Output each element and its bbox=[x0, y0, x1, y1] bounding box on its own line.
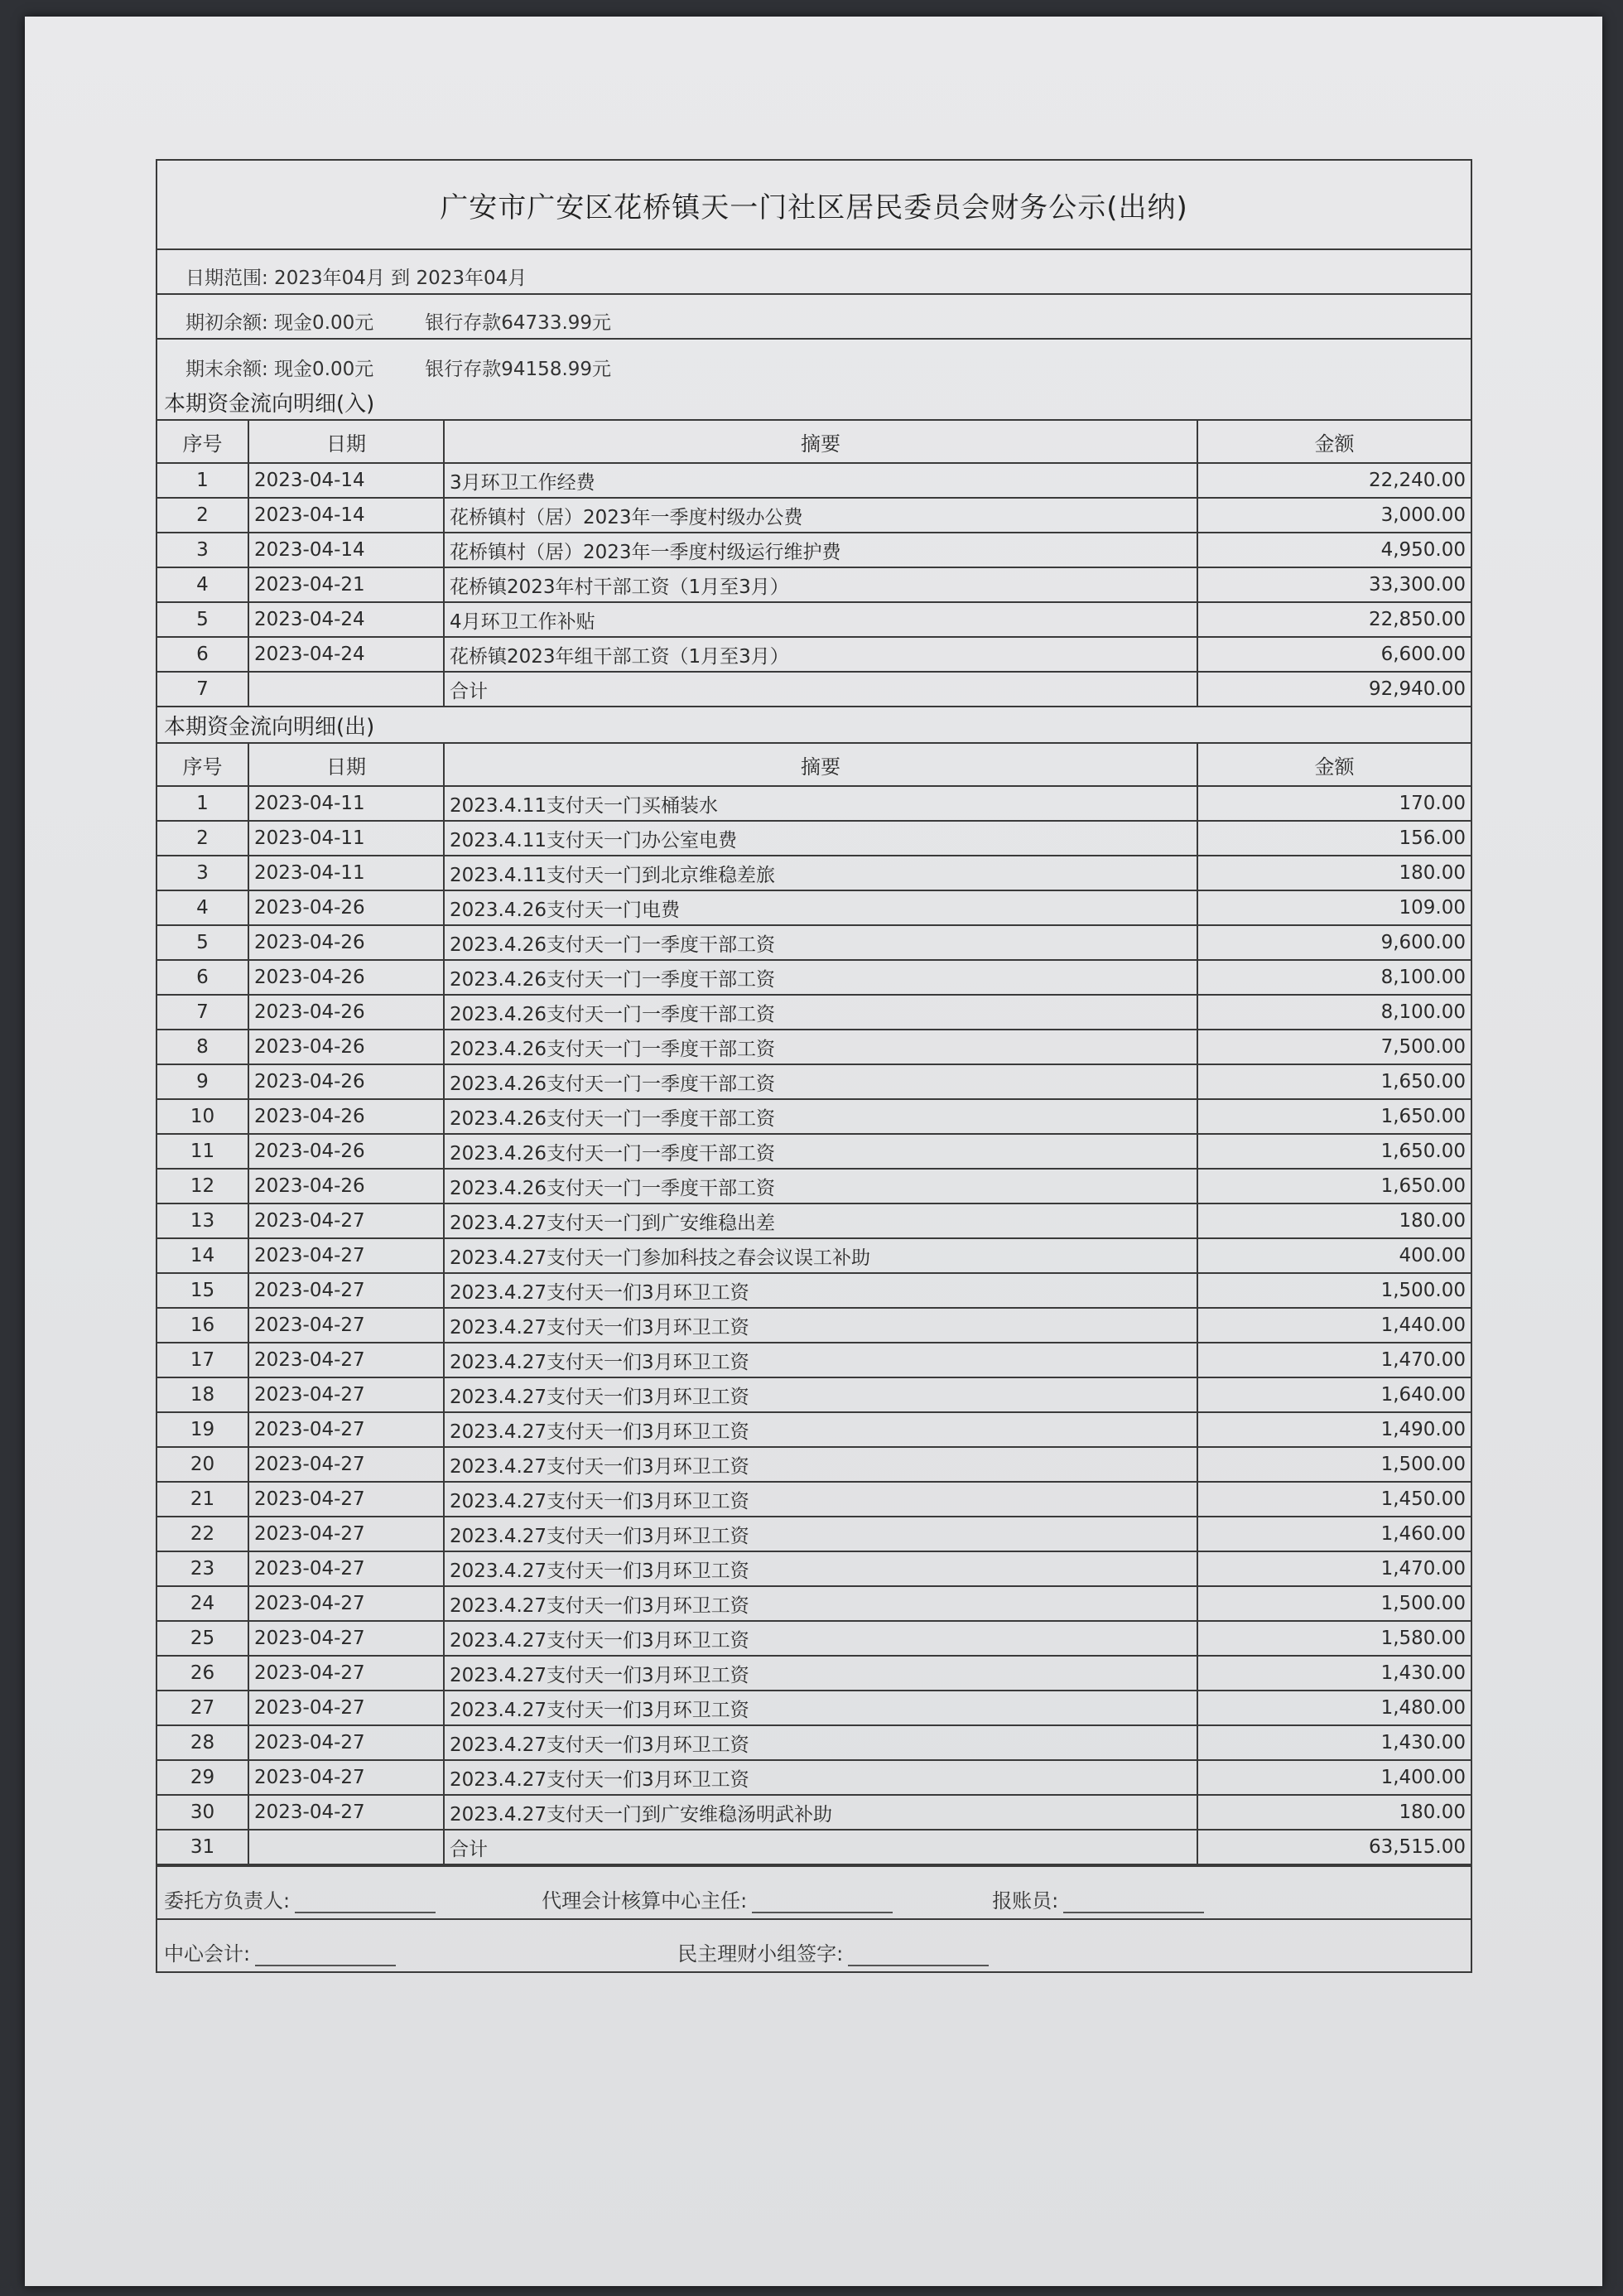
row-no: 16 bbox=[157, 1308, 248, 1343]
row-date: 2023-04-26 bbox=[248, 925, 444, 960]
row-date: 2023-04-26 bbox=[248, 1064, 444, 1099]
row-date: 2023-04-14 bbox=[248, 533, 444, 567]
col-no-header: 序号 bbox=[157, 421, 248, 463]
row-date: 2023-04-27 bbox=[248, 1203, 444, 1238]
row-amount: 170.00 bbox=[1197, 786, 1471, 821]
table-row bbox=[157, 1203, 1471, 1238]
row-desc: 2023.4.27支付天一们3月环卫工资 bbox=[444, 1551, 1197, 1586]
closing-bank: 银行存款94158.99元 bbox=[425, 359, 612, 380]
row-no: 19 bbox=[157, 1412, 248, 1447]
paper-sheet bbox=[25, 17, 1602, 2286]
row-desc: 4月环卫工作补贴 bbox=[444, 602, 1197, 637]
opening-bank: 银行存款64733.99元 bbox=[425, 312, 612, 334]
report-title: 广安市广安区花桥镇天一门社区居民委员会财务公示(出纳) bbox=[157, 161, 1471, 250]
row-date: 2023-04-27 bbox=[248, 1447, 444, 1482]
table-row bbox=[157, 1030, 1471, 1064]
table-row bbox=[157, 637, 1471, 672]
table-row bbox=[157, 1064, 1471, 1099]
row-no: 31 bbox=[157, 1830, 248, 1864]
row-amount: 6,600.00 bbox=[1197, 637, 1471, 672]
accountant-sign-line bbox=[255, 1946, 396, 1966]
table-row bbox=[157, 1830, 1471, 1864]
row-date: 2023-04-27 bbox=[248, 1691, 444, 1725]
row-no: 3 bbox=[157, 856, 248, 890]
row-date: 2023-04-27 bbox=[248, 1725, 444, 1760]
table-row bbox=[157, 1621, 1471, 1656]
row-date: 2023-04-27 bbox=[248, 1656, 444, 1691]
row-date: 2023-04-27 bbox=[248, 1273, 444, 1308]
row-date: 2023-04-11 bbox=[248, 856, 444, 890]
row-date: 2023-04-27 bbox=[248, 1412, 444, 1447]
row-amount: 8,100.00 bbox=[1197, 995, 1471, 1030]
row-date: 2023-04-26 bbox=[248, 1030, 444, 1064]
table-row bbox=[157, 498, 1471, 533]
table-row bbox=[157, 1656, 1471, 1691]
principal-sign-line bbox=[295, 1893, 436, 1913]
date-range-row bbox=[157, 250, 1471, 295]
col-date-header: 日期 bbox=[248, 744, 444, 786]
row-desc: 2023.4.26支付天一门一季度干部工资 bbox=[444, 1099, 1197, 1134]
row-amount: 1,450.00 bbox=[1197, 1482, 1471, 1517]
row-no: 3 bbox=[157, 533, 248, 567]
row-desc: 合计 bbox=[444, 672, 1197, 707]
row-no: 15 bbox=[157, 1273, 248, 1308]
row-desc: 2023.4.27支付天一门到广安维稳出差 bbox=[444, 1203, 1197, 1238]
row-date: 2023-04-27 bbox=[248, 1586, 444, 1621]
row-desc: 2023.4.26支付天一门一季度干部工资 bbox=[444, 1064, 1197, 1099]
row-desc: 2023.4.11支付天一门办公室电费 bbox=[444, 821, 1197, 856]
row-no: 30 bbox=[157, 1795, 248, 1830]
row-desc: 2023.4.26支付天一门一季度干部工资 bbox=[444, 925, 1197, 960]
row-date: 2023-04-27 bbox=[248, 1238, 444, 1273]
row-amount: 1,650.00 bbox=[1197, 1099, 1471, 1134]
row-date: 2023-04-11 bbox=[248, 821, 444, 856]
row-desc: 2023.4.27支付天一们3月环卫工资 bbox=[444, 1621, 1197, 1656]
row-no: 6 bbox=[157, 960, 248, 995]
row-amount: 1,500.00 bbox=[1197, 1447, 1471, 1482]
row-date bbox=[248, 672, 444, 707]
row-desc: 2023.4.27支付天一们3月环卫工资 bbox=[444, 1308, 1197, 1343]
row-no: 5 bbox=[157, 925, 248, 960]
row-no: 6 bbox=[157, 637, 248, 672]
row-no: 24 bbox=[157, 1586, 248, 1621]
row-amount: 1,430.00 bbox=[1197, 1656, 1471, 1691]
row-desc: 2023.4.27支付天一门到广安维稳汤明武补助 bbox=[444, 1795, 1197, 1830]
row-date: 2023-04-27 bbox=[248, 1482, 444, 1517]
row-amount: 180.00 bbox=[1197, 1795, 1471, 1830]
reporter-sign-line bbox=[1063, 1893, 1204, 1913]
table-row bbox=[157, 1725, 1471, 1760]
row-no: 2 bbox=[157, 821, 248, 856]
group-sign-line bbox=[848, 1946, 989, 1966]
row-date: 2023-04-26 bbox=[248, 1099, 444, 1134]
table-row bbox=[157, 1377, 1471, 1412]
row-desc: 2023.4.27支付天一们3月环卫工资 bbox=[444, 1412, 1197, 1447]
row-amount: 1,650.00 bbox=[1197, 1169, 1471, 1203]
expense-table bbox=[157, 744, 1471, 1865]
row-desc: 2023.4.27支付天一们3月环卫工资 bbox=[444, 1760, 1197, 1795]
row-desc: 2023.4.11支付天一门买桶装水 bbox=[444, 786, 1197, 821]
row-amount: 180.00 bbox=[1197, 856, 1471, 890]
row-amount: 22,240.00 bbox=[1197, 463, 1471, 498]
table-row bbox=[157, 960, 1471, 995]
row-desc: 2023.4.27支付天一们3月环卫工资 bbox=[444, 1273, 1197, 1308]
income-section-title: 本期资金流向明细(入) bbox=[157, 384, 1471, 421]
row-amount: 3,000.00 bbox=[1197, 498, 1471, 533]
row-amount: 63,515.00 bbox=[1197, 1830, 1471, 1864]
table-row bbox=[157, 533, 1471, 567]
row-amount: 1,640.00 bbox=[1197, 1377, 1471, 1412]
row-desc: 2023.4.27支付天一们3月环卫工资 bbox=[444, 1482, 1197, 1517]
principal-label: 委托方负责人: bbox=[164, 1889, 291, 1913]
row-date: 2023-04-11 bbox=[248, 786, 444, 821]
row-amount: 9,600.00 bbox=[1197, 925, 1471, 960]
group-sign-label: 民主理财小组签字: bbox=[677, 1942, 844, 1966]
row-date: 2023-04-26 bbox=[248, 890, 444, 925]
row-desc: 2023.4.26支付天一门一季度干部工资 bbox=[444, 1169, 1197, 1203]
income-header-row bbox=[157, 421, 1471, 463]
expense-header-row bbox=[157, 744, 1471, 786]
col-desc-header: 摘要 bbox=[444, 421, 1197, 463]
row-date: 2023-04-27 bbox=[248, 1377, 444, 1412]
row-no: 10 bbox=[157, 1099, 248, 1134]
row-date: 2023-04-26 bbox=[248, 995, 444, 1030]
table-row bbox=[157, 995, 1471, 1030]
row-date: 2023-04-26 bbox=[248, 960, 444, 995]
table-row bbox=[157, 856, 1471, 890]
row-amount: 1,650.00 bbox=[1197, 1064, 1471, 1099]
row-desc: 2023.4.26支付天一门一季度干部工资 bbox=[444, 995, 1197, 1030]
table-row bbox=[157, 821, 1471, 856]
row-no: 27 bbox=[157, 1691, 248, 1725]
col-desc-header: 摘要 bbox=[444, 744, 1197, 786]
table-row bbox=[157, 1169, 1471, 1203]
row-desc: 花桥镇村（居）2023年一季度村级办公费 bbox=[444, 498, 1197, 533]
row-date: 2023-04-27 bbox=[248, 1517, 444, 1551]
row-date: 2023-04-14 bbox=[248, 498, 444, 533]
table-row bbox=[157, 1795, 1471, 1830]
table-row bbox=[157, 1273, 1471, 1308]
row-date: 2023-04-27 bbox=[248, 1551, 444, 1586]
director-sign bbox=[542, 1884, 893, 1913]
reporter-label: 报账员: bbox=[992, 1889, 1059, 1913]
expense-rows bbox=[157, 786, 1471, 1864]
row-desc: 2023.4.27支付天一门参加科技之春会议误工补助 bbox=[444, 1238, 1197, 1273]
row-no: 17 bbox=[157, 1343, 248, 1377]
col-amount-header: 金额 bbox=[1197, 744, 1471, 786]
row-amount: 1,650.00 bbox=[1197, 1134, 1471, 1169]
income-rows bbox=[157, 463, 1471, 707]
row-no: 4 bbox=[157, 567, 248, 602]
table-row bbox=[157, 672, 1471, 707]
row-amount: 180.00 bbox=[1197, 1203, 1471, 1238]
row-amount: 1,480.00 bbox=[1197, 1691, 1471, 1725]
row-desc: 2023.4.27支付天一们3月环卫工资 bbox=[444, 1517, 1197, 1551]
closing-cash: 期末余额: 现金0.00元 bbox=[185, 359, 374, 380]
table-row bbox=[157, 602, 1471, 637]
income-table bbox=[157, 421, 1471, 707]
row-date: 2023-04-21 bbox=[248, 567, 444, 602]
table-row bbox=[157, 567, 1471, 602]
row-desc: 2023.4.27支付天一们3月环卫工资 bbox=[444, 1343, 1197, 1377]
row-amount: 400.00 bbox=[1197, 1238, 1471, 1273]
table-row bbox=[157, 1238, 1471, 1273]
row-desc: 花桥镇2023年组干部工资（1月至3月） bbox=[444, 637, 1197, 672]
finance-report bbox=[156, 159, 1472, 1973]
row-desc: 花桥镇2023年村干部工资（1月至3月） bbox=[444, 567, 1197, 602]
row-amount: 33,300.00 bbox=[1197, 567, 1471, 602]
row-desc: 2023.4.26支付天一门电费 bbox=[444, 890, 1197, 925]
row-no: 9 bbox=[157, 1064, 248, 1099]
row-desc: 2023.4.27支付天一们3月环卫工资 bbox=[444, 1447, 1197, 1482]
table-row bbox=[157, 890, 1471, 925]
opening-cash: 期初余额: 现金0.00元 bbox=[185, 312, 374, 334]
date-range: 日期范围: 2023年04月 到 2023年04月 bbox=[185, 268, 527, 289]
table-row bbox=[157, 1134, 1471, 1169]
row-amount: 1,580.00 bbox=[1197, 1621, 1471, 1656]
row-no: 22 bbox=[157, 1517, 248, 1551]
row-desc: 3月环卫工作经费 bbox=[444, 463, 1197, 498]
signature-row-1 bbox=[157, 1865, 1471, 1918]
row-no: 5 bbox=[157, 602, 248, 637]
table-row bbox=[157, 1551, 1471, 1586]
table-row bbox=[157, 786, 1471, 821]
director-label: 代理会计核算中心主任: bbox=[542, 1889, 748, 1913]
principal-sign bbox=[164, 1884, 436, 1913]
row-no: 21 bbox=[157, 1482, 248, 1517]
table-row bbox=[157, 1447, 1471, 1482]
reporter-sign bbox=[992, 1884, 1204, 1913]
row-desc: 2023.4.27支付天一们3月环卫工资 bbox=[444, 1725, 1197, 1760]
row-no: 18 bbox=[157, 1377, 248, 1412]
director-sign-line bbox=[752, 1893, 893, 1913]
col-no-header: 序号 bbox=[157, 744, 248, 786]
row-desc: 2023.4.11支付天一门到北京维稳差旅 bbox=[444, 856, 1197, 890]
row-desc: 2023.4.27支付天一们3月环卫工资 bbox=[444, 1377, 1197, 1412]
row-no: 20 bbox=[157, 1447, 248, 1482]
row-no: 23 bbox=[157, 1551, 248, 1586]
row-date: 2023-04-26 bbox=[248, 1134, 444, 1169]
row-desc: 2023.4.26支付天一门一季度干部工资 bbox=[444, 960, 1197, 995]
row-no: 29 bbox=[157, 1760, 248, 1795]
table-row bbox=[157, 1412, 1471, 1447]
row-date: 2023-04-27 bbox=[248, 1343, 444, 1377]
row-amount: 1,430.00 bbox=[1197, 1725, 1471, 1760]
row-date: 2023-04-27 bbox=[248, 1760, 444, 1795]
opening-balance-row bbox=[157, 295, 1471, 340]
closing-balance-row bbox=[157, 340, 1471, 384]
row-no: 7 bbox=[157, 995, 248, 1030]
table-row bbox=[157, 1343, 1471, 1377]
table-row bbox=[157, 1691, 1471, 1725]
row-amount: 1,470.00 bbox=[1197, 1343, 1471, 1377]
row-no: 8 bbox=[157, 1030, 248, 1064]
row-no: 14 bbox=[157, 1238, 248, 1273]
table-row bbox=[157, 463, 1471, 498]
row-date: 2023-04-24 bbox=[248, 602, 444, 637]
row-date: 2023-04-27 bbox=[248, 1621, 444, 1656]
table-row bbox=[157, 1517, 1471, 1551]
row-amount: 1,400.00 bbox=[1197, 1760, 1471, 1795]
row-amount: 1,490.00 bbox=[1197, 1412, 1471, 1447]
col-amount-header: 金额 bbox=[1197, 421, 1471, 463]
row-amount: 109.00 bbox=[1197, 890, 1471, 925]
table-row bbox=[157, 1308, 1471, 1343]
row-no: 13 bbox=[157, 1203, 248, 1238]
row-amount: 92,940.00 bbox=[1197, 672, 1471, 707]
row-no: 7 bbox=[157, 672, 248, 707]
group-sign bbox=[677, 1937, 989, 1966]
row-desc: 合计 bbox=[444, 1830, 1197, 1864]
row-amount: 8,100.00 bbox=[1197, 960, 1471, 995]
row-amount: 1,500.00 bbox=[1197, 1586, 1471, 1621]
row-no: 2 bbox=[157, 498, 248, 533]
row-amount: 7,500.00 bbox=[1197, 1030, 1471, 1064]
row-amount: 1,440.00 bbox=[1197, 1308, 1471, 1343]
row-no: 25 bbox=[157, 1621, 248, 1656]
row-no: 1 bbox=[157, 463, 248, 498]
row-no: 28 bbox=[157, 1725, 248, 1760]
row-desc: 花桥镇村（居）2023年一季度村级运行维护费 bbox=[444, 533, 1197, 567]
row-date: 2023-04-14 bbox=[248, 463, 444, 498]
row-desc: 2023.4.27支付天一们3月环卫工资 bbox=[444, 1586, 1197, 1621]
expense-section-title: 本期资金流向明细(出) bbox=[157, 707, 1471, 744]
row-amount: 4,950.00 bbox=[1197, 533, 1471, 567]
row-no: 26 bbox=[157, 1656, 248, 1691]
row-date: 2023-04-26 bbox=[248, 1169, 444, 1203]
row-no: 4 bbox=[157, 890, 248, 925]
col-date-header: 日期 bbox=[248, 421, 444, 463]
row-date: 2023-04-24 bbox=[248, 637, 444, 672]
row-date: 2023-04-27 bbox=[248, 1308, 444, 1343]
table-row bbox=[157, 1482, 1471, 1517]
row-desc: 2023.4.27支付天一们3月环卫工资 bbox=[444, 1691, 1197, 1725]
accountant-label: 中心会计: bbox=[164, 1942, 251, 1966]
row-no: 11 bbox=[157, 1134, 248, 1169]
row-desc: 2023.4.26支付天一门一季度干部工资 bbox=[444, 1134, 1197, 1169]
row-amount: 1,460.00 bbox=[1197, 1517, 1471, 1551]
accountant-sign bbox=[164, 1937, 396, 1966]
row-amount: 1,470.00 bbox=[1197, 1551, 1471, 1586]
row-date bbox=[248, 1830, 444, 1864]
row-amount: 22,850.00 bbox=[1197, 602, 1471, 637]
table-row bbox=[157, 1760, 1471, 1795]
row-amount: 156.00 bbox=[1197, 821, 1471, 856]
table-row bbox=[157, 1586, 1471, 1621]
row-no: 1 bbox=[157, 786, 248, 821]
row-desc: 2023.4.26支付天一门一季度干部工资 bbox=[444, 1030, 1197, 1064]
row-no: 12 bbox=[157, 1169, 248, 1203]
row-desc: 2023.4.27支付天一们3月环卫工资 bbox=[444, 1656, 1197, 1691]
table-row bbox=[157, 1099, 1471, 1134]
table-row bbox=[157, 925, 1471, 960]
row-amount: 1,500.00 bbox=[1197, 1273, 1471, 1308]
signature-row-2 bbox=[157, 1918, 1471, 1971]
row-date: 2023-04-27 bbox=[248, 1795, 444, 1830]
